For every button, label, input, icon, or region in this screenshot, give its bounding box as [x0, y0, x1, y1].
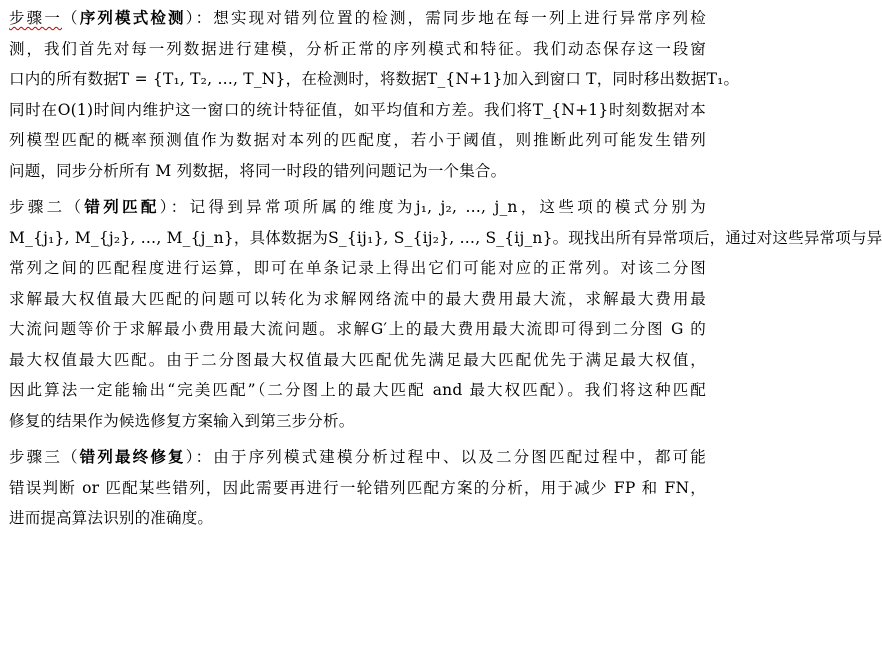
step1-line-4: 同时在O(1)时间内维护这一窗口的统计特征值，如平均值和方差。我们将T_{N+1}时刻数据对本: [9, 100, 706, 119]
step1-line-2: 测，我们首先对每一列数据进行建模，分析正常的序列模式和特征。我们动态保存这一段窗: [9, 39, 706, 58]
step1-line-3: 口内的所有数据T = {T₁, T₂, …, T_N}，在检测时，将数据T_{N+1}加入到窗口 T，同时移出数据T₁。: [9, 70, 740, 88]
step2-line-7: 因此算法一定能输出“完美匹配”（二分图上的最大匹配 and 最大权匹配）。我们将这种匹配: [9, 381, 706, 399]
step2-line-5: 大流问题等价于求解最小费用最大流问题。求解G′上的最大费用最大流即可得到二分图 G 的: [9, 320, 706, 338]
step1-heading: 序列模式检测: [79, 8, 186, 27]
step3-line-1: 步骤三（错列最终修复）：由于序列模式建模分析过程中、以及二分图匹配过程中，都可能: [9, 447, 706, 466]
step2-line-2: M_{j₁}, M_{j₂}, …, M_{j_n}，具体数据为S_{ij₁}, S_{ij₂}, …, S_{ij_n}。现找出所有异常项后，通过对这些异常项与异: [9, 228, 882, 247]
step2-line-8: 修复的结果作为候选修复方案输入到第三步分析。: [9, 411, 355, 430]
step1-line-5: 列模型匹配的概率预测值作为数据对本列的匹配度，若小于阈值，则推断此列可能发生错列: [9, 131, 706, 149]
spellcheck-flagged-word[interactable]: 步骤一: [9, 9, 63, 27]
document-body[interactable]: [9, 3, 882, 534]
step2-line-4: 求解最大权值最大匹配的问题可以转化为求解网络流中的最大费用最大流，求解最大费用最: [9, 289, 706, 308]
step2-line-1: 步骤二（错列匹配）：记得到异常项所属的维度为j₁, j₂, …, j_n，这些项的模式分别为: [9, 197, 706, 216]
step1-line-6: 问题，同步分析所有 M 列数据，将同一时段的错列问题记为一个集合。: [9, 161, 507, 180]
step2-line-3: 常列之间的匹配程度进行运算，即可在单条记录上得出它们可能对应的正常列。对该二分图: [9, 259, 706, 277]
step2-heading: 错列匹配: [84, 197, 160, 216]
step3-line-3: 进而提高算法识别的准确度。: [9, 509, 214, 527]
step3-line-2: 错误判断 or 匹配某些错列，因此需要再进行一轮错列匹配方案的分析，用于减少 FP 和 FN，: [9, 478, 706, 497]
step3-heading: 错列最终修复: [79, 447, 186, 466]
step2-line-6: 最大权值最大匹配。由于二分图最大权值最大匹配优先满足最大匹配优先于满足最大权值，: [9, 350, 706, 369]
step1-line-1: 步骤一（序列模式检测）：想实现对错列位置的检测，需同步地在每一列上进行异常序列检: [9, 8, 707, 27]
